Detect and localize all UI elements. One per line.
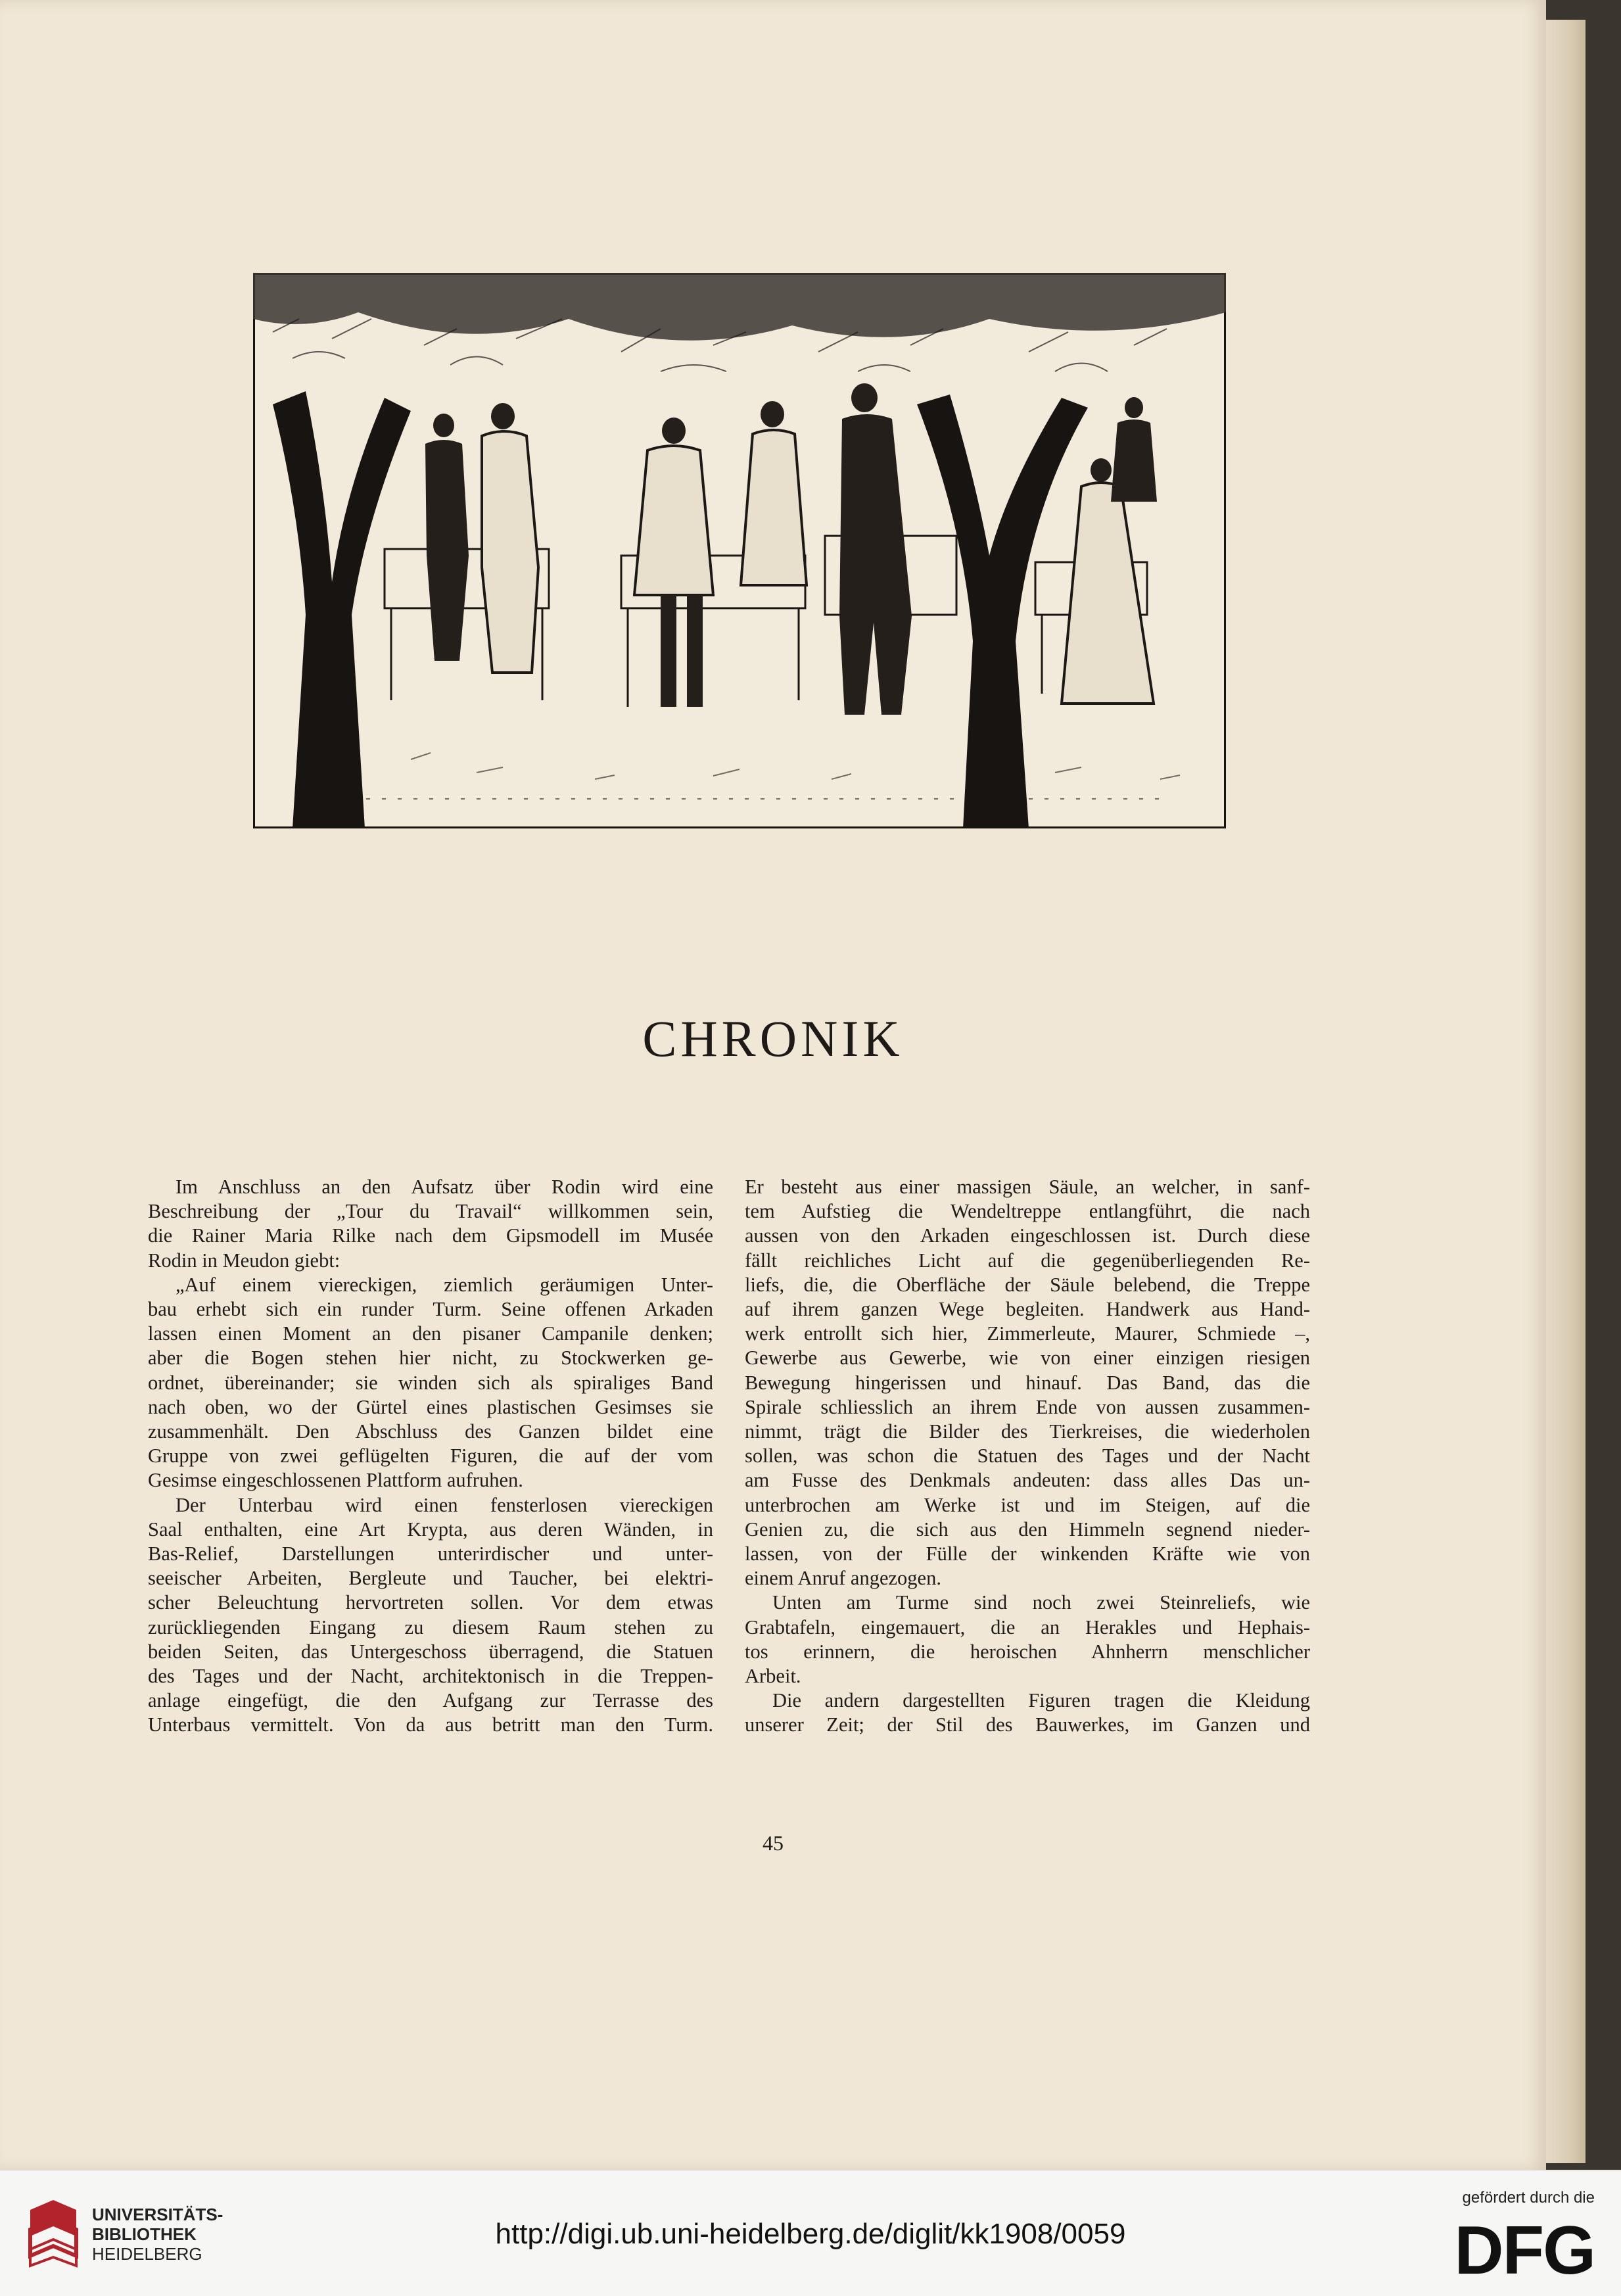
text-line: zurückliegenden Eingang zu diesem Raum stehen zu (148, 1615, 713, 1638)
text-line: Unterbaus vermittelt. Von da aus betritt man den Turm. (148, 1713, 713, 1736)
text-line: liefs, die, die Oberfläche der Säule belebend, die Treppe (745, 1273, 1310, 1296)
text-line: Gruppe von zwei geflügelten Figuren, die auf der vom (148, 1445, 713, 1468)
text-line: ordnet, übereinander; sie winden sich als spiraliges Band (148, 1371, 713, 1394)
text-line: tos erinnern, die heroischen Ahnherrn menschlicher (745, 1640, 1310, 1663)
text-column-left (148, 1175, 713, 1738)
text-line: sollen, was schon die Statuen des Tages und der Nacht (745, 1445, 1310, 1468)
viewer-footer (0, 2170, 1621, 2296)
text-line: Die andern dargestellten Figuren tragen die Kleidung (772, 1689, 1310, 1712)
text-line: Gewerbe aus Gewerbe, wie von einer einzigen riesigen (745, 1347, 1310, 1370)
text-line: „Auf einem viereckigen, ziemlich geräumigen Unter- (176, 1273, 713, 1296)
text-line: Gesimse eingeschlossenen Plattform aufruhen. (148, 1469, 523, 1492)
text-line: Grabtafeln, eingemauert, die an Herakles und Hephais- (745, 1615, 1310, 1638)
chapter-title: CHRONIK (642, 1010, 904, 1067)
text-line: beiden Seiten, das Untergeschoss überragend, die Statuen (148, 1640, 713, 1663)
bookstall-illustration (253, 273, 1226, 828)
text-line: einem Anruf angezogen. (745, 1567, 941, 1590)
text-line: lassen, von der Fülle der winkenden Kräfte wie von (745, 1543, 1310, 1566)
text-line: Der Unterbau wird einen fensterlosen viereckigen (176, 1493, 713, 1516)
text-line: lassen einen Moment an den pisaner Campanile denken; (148, 1322, 713, 1345)
text-line: seeischer Arbeiten, Bergleute und Taucher, bei elektri- (148, 1567, 713, 1590)
text-line: fällt reichliches Licht auf die gegenüberliegenden Re- (745, 1249, 1310, 1272)
library-name-line: HEIDELBERG (92, 2244, 202, 2264)
text-line: werk entrollt sich hier, Zimmerleute, Maurer, Schmiede –, (745, 1322, 1310, 1345)
text-line: Beschreibung der „Tour du Travail“ willkommen sein, (148, 1200, 713, 1223)
text-line: aber die Bogen stehen hier nicht, zu Stockwerken ge- (148, 1347, 713, 1370)
text-line: zusammenhält. Den Abschluss des Ganzen bildet eine (148, 1420, 713, 1443)
text-line: Bewegung hingerissen und hinauf. Das Band, das die (745, 1371, 1310, 1394)
page-number: 45 (763, 1831, 784, 1855)
text-line: auf ihrem ganzen Wege begleiten. Handwerk aus Hand- (745, 1298, 1310, 1321)
page-edge (1546, 20, 1586, 2163)
text-line: unterbrochen am Werke ist und im Steigen, auf die (745, 1493, 1310, 1516)
dfg-logo[interactable]: DFG (1454, 2212, 1595, 2289)
text-line: Unten am Turme sind noch zwei Steinreliefs, wie (772, 1591, 1310, 1614)
text-line: nach oben, wo der Gürtel eines plastischen Gesimses sie (148, 1395, 713, 1418)
text-line: Spirale schliesslich an ihrem Ende von aussen zusammen- (745, 1395, 1310, 1418)
sponsor-label: gefördert durch die (1462, 2189, 1595, 2207)
text-line: Im Anschluss an den Aufsatz über Rodin wird eine (176, 1176, 713, 1198)
text-line: Bas-Relief, Darstellungen unterirdischer und unter- (148, 1543, 713, 1566)
text-line: Er besteht aus einer massigen Säule, an welcher, in sanf- (745, 1176, 1310, 1198)
text-line: scher Beleuchtung hervortreten sollen. Vor dem etwas (148, 1591, 713, 1614)
text-line: Genien zu, die sich aus den Himmeln segnend nieder- (745, 1518, 1310, 1541)
text-line: Saal enthalten, eine Art Krypta, aus deren Wänden, in (148, 1518, 713, 1541)
text-line: unserer Zeit; der Stil des Bauwerkes, im Ganzen und (745, 1713, 1310, 1736)
text-line: des Tages und der Nacht, architektonisch in die Treppen- (148, 1665, 713, 1688)
text-line: Rodin in Meudon giebt: (148, 1249, 341, 1272)
text-line: aussen von den Arkaden eingeschlossen ist. Durch diese (745, 1224, 1310, 1247)
text-line: bau erhebt sich ein runder Turm. Seine offenen Arkaden (148, 1298, 713, 1321)
text-line: nimmt, trägt die Bilder des Tierkreises, die wiederholen (745, 1420, 1310, 1443)
text-line: anlage eingefügt, die den Aufgang zur Terrasse des (148, 1689, 713, 1712)
library-name-line: UNIVERSITÄTS- (92, 2205, 223, 2224)
text-column-right (745, 1175, 1310, 1738)
permalink-url[interactable]: http://digi.ub.uni-heidelberg.de/diglit/kk1908/0059 (495, 2218, 1126, 2250)
text-line: tem Aufstieg die Wendeltreppe entlangführt, die nach (745, 1200, 1310, 1223)
library-name-line: BIBLIOTHEK (92, 2224, 197, 2244)
text-line: Arbeit. (745, 1665, 801, 1688)
text-line: am Fusse des Denkmals andeuten: dass alles Das un- (745, 1469, 1310, 1492)
text-line: die Rainer Maria Rilke nach dem Gipsmodell im Musée (148, 1224, 713, 1247)
